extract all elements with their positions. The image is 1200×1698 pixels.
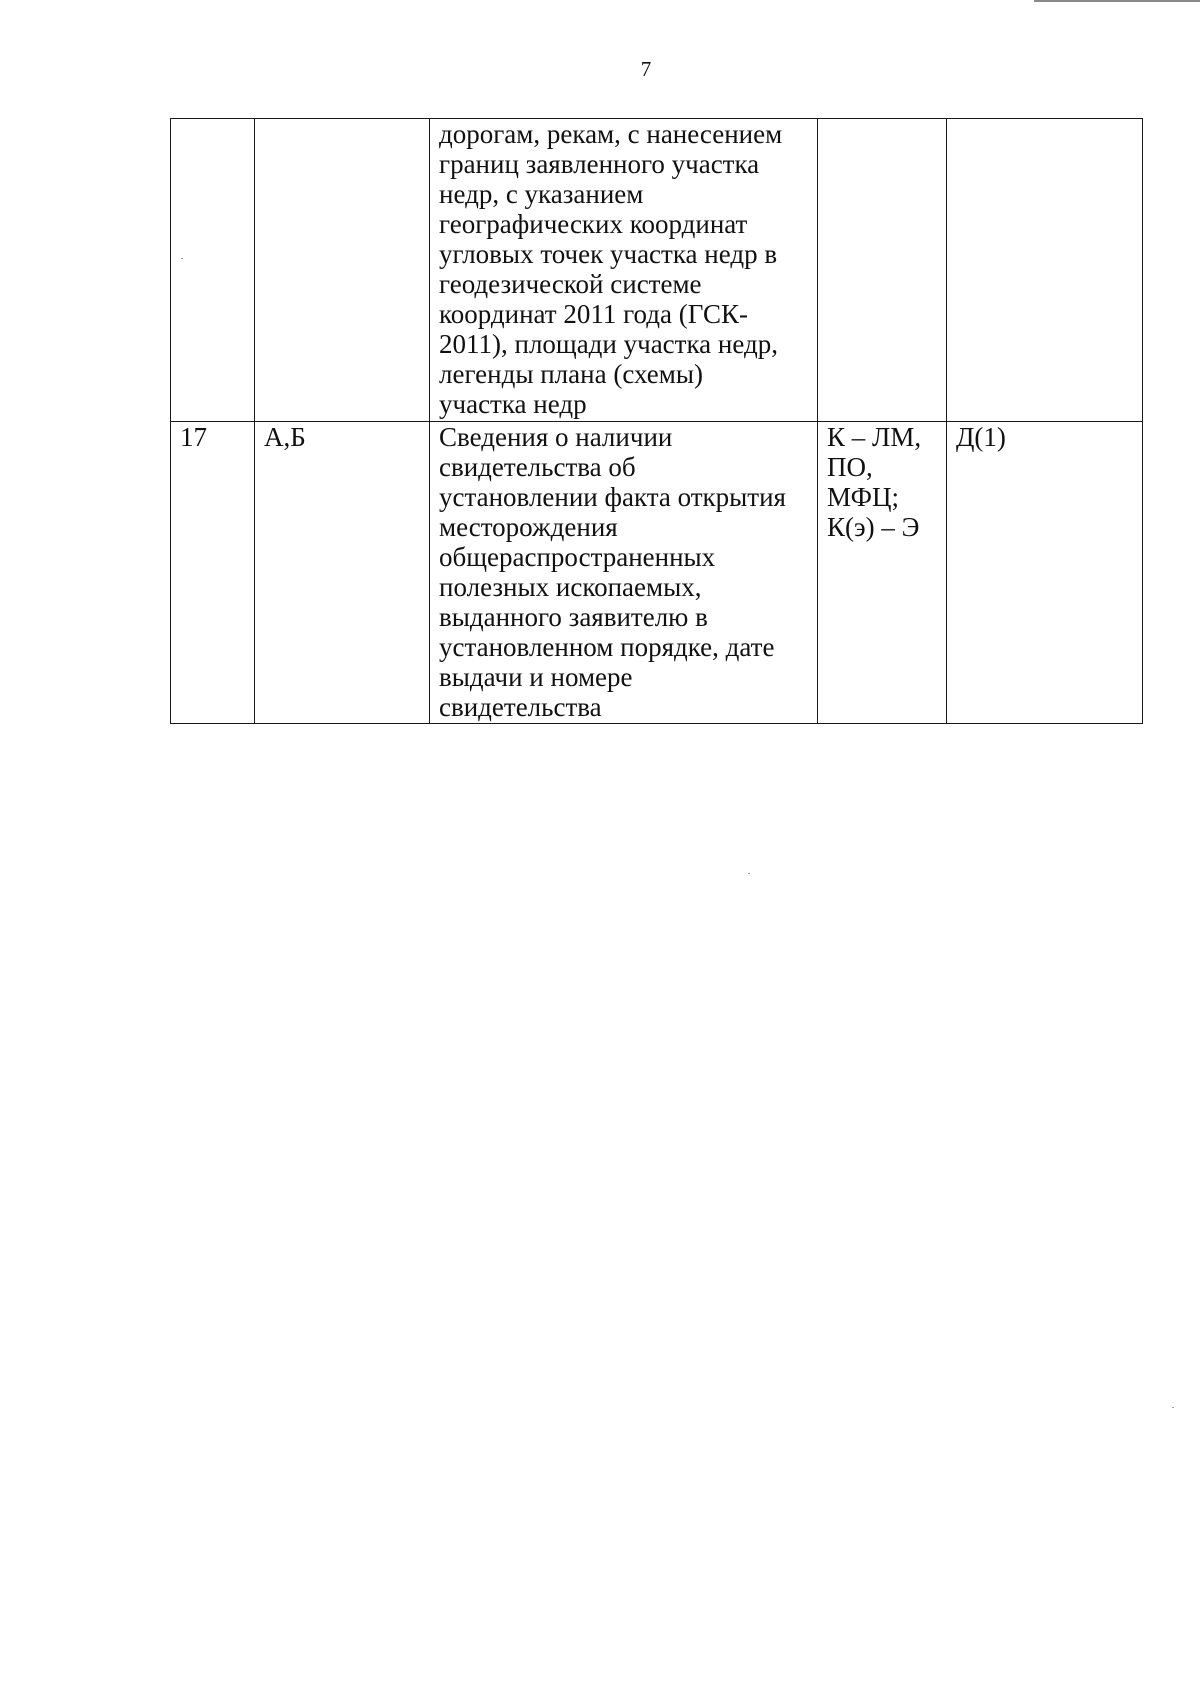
table-row-continuation [171, 119, 1143, 422]
description-line: дорогам, рекам, с нанесением [439, 119, 783, 149]
cell-submission-method [818, 422, 947, 724]
description-line: границ заявленного участка [439, 149, 760, 179]
submission-method-line: К – ЛМ, [827, 422, 922, 452]
submission-method-line: К(э) – Э [827, 512, 920, 542]
description-line: установлении факта открытия [439, 482, 786, 512]
page-number: 7 [640, 57, 652, 81]
cell-description [430, 422, 818, 724]
description-line: свидетельства [439, 692, 602, 722]
cell-applicant-type [255, 119, 430, 422]
requirements-table [170, 118, 1143, 724]
description-line: установленном порядке, дате [439, 632, 775, 662]
description-line: недр, с указанием [439, 179, 644, 209]
description-line: Сведения о наличии [439, 422, 673, 452]
scan-speck [748, 873, 750, 874]
submission-method-line: ПО, [827, 452, 873, 482]
description-line: выдачи и номере [439, 662, 633, 692]
cell-number: 17 [171, 422, 255, 724]
description-line: участка недр [439, 389, 587, 419]
description-line: географических координат [439, 209, 748, 239]
table-row [171, 422, 1143, 724]
description-line: угловых точек участка недр в [439, 239, 778, 269]
scan-speck [1172, 1407, 1174, 1408]
description-line: легенды плана (схемы) [439, 359, 703, 389]
cell-number [171, 119, 255, 422]
description-line: общераспространенных [439, 542, 716, 572]
description-line: геодезической системе [439, 269, 702, 299]
cell-document-form: Д(1) [947, 422, 1143, 724]
cell-applicant-type: А,Б [255, 422, 430, 724]
description-line: месторождения [439, 512, 618, 542]
scan-edge-line [1034, 0, 1200, 2]
scan-speck [181, 258, 183, 259]
description-line: 2011), площади участка недр, [439, 329, 778, 359]
submission-method-line: МФЦ; [827, 482, 899, 512]
description-line: координат 2011 года (ГСК- [439, 299, 748, 329]
description-line: свидетельства об [439, 452, 636, 482]
cell-description [430, 119, 818, 422]
description-line: полезных ископаемых, [439, 572, 702, 602]
cell-document-form [947, 119, 1143, 422]
cell-submission-method [818, 119, 947, 422]
description-line: выданного заявителю в [439, 602, 708, 632]
